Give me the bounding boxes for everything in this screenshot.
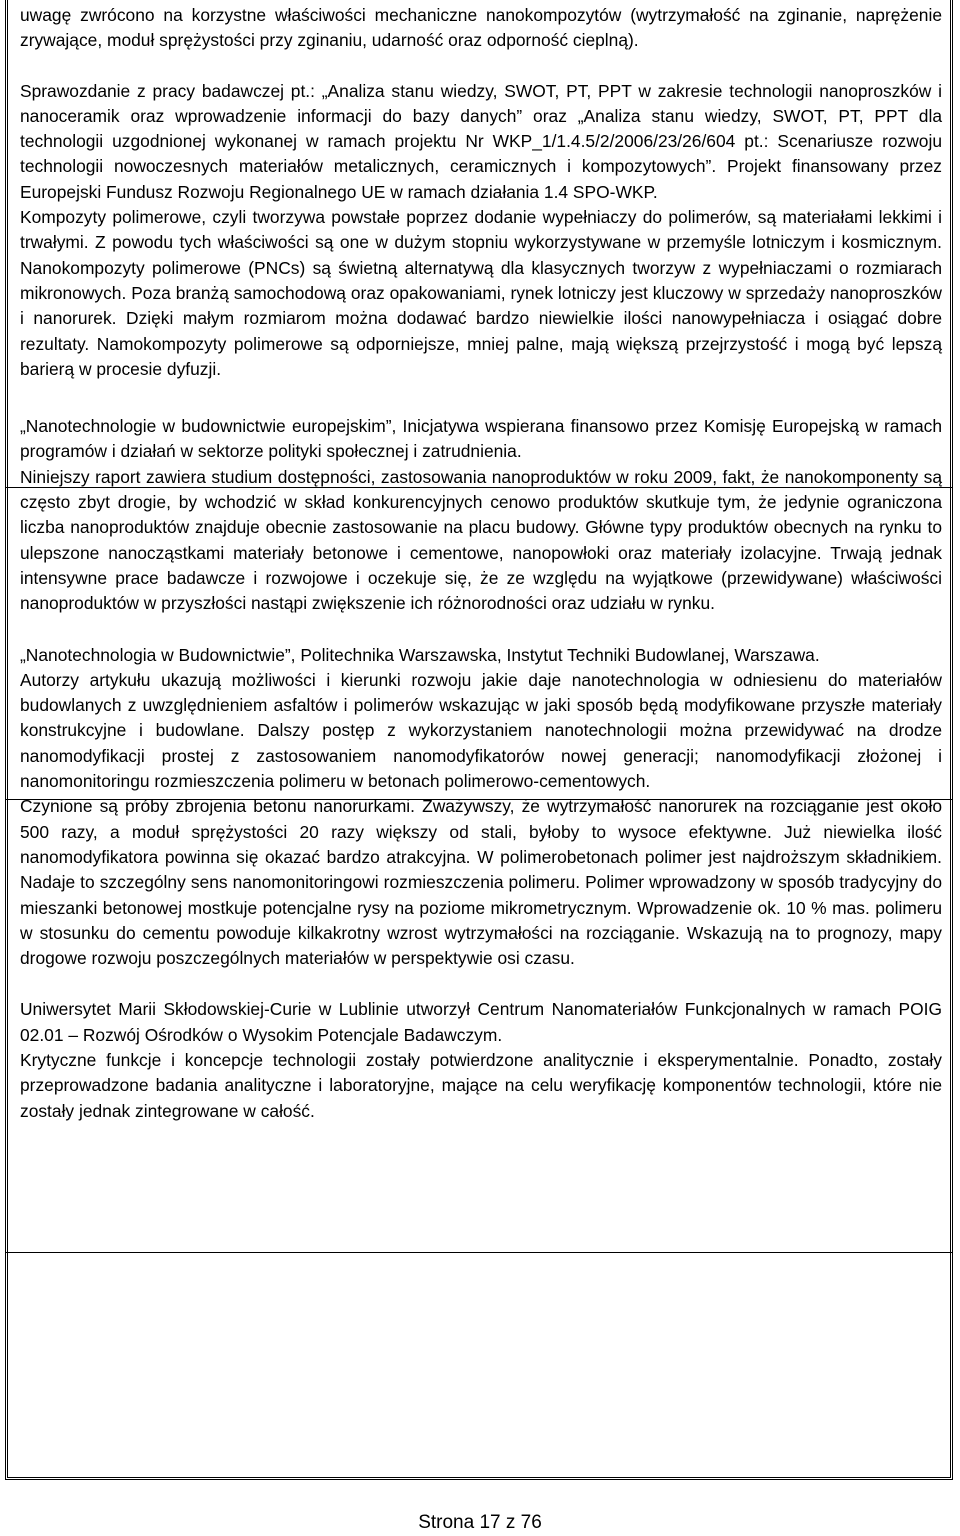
section-nanokompozyty [20, 3, 942, 382]
paragraph: Uniwersytet Marii Skłodowskiej-Curie w Lublinie utworzył Centrum Nanomateriałów Funkcjonalnych w ramach POIG 02.01 – Rozwój Ośrodków o Wysokim Potencjale Badawczym. [20, 999, 942, 1045]
paragraph: Autorzy artykułu ukazują możliwości i kierunki rozwoju jakie daje nanotechnologia w odniesienu do materiałów budowlanych z uwzględnieniem asfaltów i polimerów wskazując w jaki sposób będą modyfikowane przyszłe materiały konstrukcyjne i budowlane. Dalszy postęp z wykorzystaniem nanotechnologii można przewidywać na drodze nanomodyfikacji prostej z zastosowaniem nanomodyfikatorów nowej generacji; nanomodyfikacji złożonej i nanomonitoringu rozmieszczenia polimeru w betonach polimerowo-cementowych. [20, 669, 942, 792]
paragraph: uwagę zwrócono na korzystne właściwości mechaniczne nanokompozytów (wytrzymałość na zginanie, naprężenie zrywające, moduł sprężystości przy zginaniu, udarność oraz odporność cieplną). [20, 5, 942, 51]
section-divider [5, 1252, 953, 1253]
document-body [20, 3, 942, 1150]
section-umcs-lublin [20, 997, 942, 1123]
section-budownictwo-europejskie [20, 414, 942, 616]
paragraph: Kompozyty polimerowe, czyli tworzywa powstałe poprzez dodanie wypełniaczy do polimerów, są materiałami lekkimi i trwałymi. Z powodu tych właściwości są one w dużym stopniu wykorzystywane w przemyśle lotniczym i kosmicznym. Nanokompozyty polimerowe (PNCs) są świetną alternatywą dla klasycznych tworzyw z wypełniaczami o rozmiarach mikronowych. Poza branżą samochodową oraz opakowaniami, rynek lotniczy jest kluczowy w sprzedaży nanoproszków i nanorurek. Dzięki małym rozmiarom można dodawać bardzo niewielkie ilości nanowypełniacza i osiągać dobre rezultaty. Namokompozyty polimerowe są odporniejsze, mniej palne, mają większą przejrzystość i mogą być lepszą barierą w procesie dyfuzji. [20, 207, 942, 379]
page-number: Strona 17 z 76 [418, 1512, 542, 1533]
paragraph: „Nanotechnologie w budownictwie europejskim”, Inicjatywa wspierana finansowo przez Komisję Europejską w ramach programów i działań w sektorze polityki społecznej i zatrudnienia. [20, 416, 942, 462]
paragraph: Krytyczne funkcje i koncepcje technologii zostały potwierdzone analitycznie i eksperymentalnie. Ponadto, zostały przeprowadzone badania analityczne i laboratoryjne, mające na celu weryfikację komponentów technologii, które nie zostały jednak zintegrowane w całość. [20, 1049, 942, 1121]
paragraph: Niniejszy raport zawiera studium dostępności, zastosowania nanoproduktów w roku 2009, fakt, że nanokomponenty są często zbyt drogie, by wchodzić w skład konkurencyjnych cenowo produktów skutkuje tym, że jedynie ograniczona liczba nanoproduktów znajduje obecnie zastosowanie na placu budowy. Główne typy produktów obecnych na rynku to ulepszone nanocząstkami materiały betonowe i cementowe, nanopowłoki oraz materiały izolacyjne. Trwają jednak intensywne prace badawcze i rozwojowe i oczekuje się, że ze względu na wyjątkowe (przewidywane) właściwości nanoproduktów w przyszłości nastąpi zwiększenie ich różnorodności oraz udziału w rynku. [20, 466, 942, 614]
section-politechnika-warszawska [20, 643, 942, 972]
paragraph: Sprawozdanie z pracy badawczej pt.: „Analiza stanu wiedzy, SWOT, PT, PPT w zakresie technologii nanoproszków i nanoceramik oraz wprowadzenie informacji do bazy danych” oraz „Analiza stanu wiedzy, SWOT, PT, PPT dla technologii uzgodnionej wykonanej w ramach projektu Nr WKP_1/1.4.5/2/2006/23/26/604 pt.: Scenariusze rozwoju technologii nowoczesnych materiałów metalicznych, ceramicznych i kompozytowych”. Projekt finansowany przez Europejski Fundusz Rozwoju Regionalnego UE w ramach działania 1.4 SPO-WKP. [20, 80, 942, 202]
paragraph: Czynione są próby zbrojenia betonu nanorurkami. Zważywszy, że wytrzymałość nanorurek na rozciąganie jest około 500 razy, a moduł sprężystości 20 razy większy od stali, byłoby to wysoce efektywne. Już niewielka ilość nanomodyfikatora powinna się okazać bardzo atrakcyjna. W polimerobetonach polimer jest najdroższym składnikiem. Nadaje to szczególny sens nanomonitoringowi rozmieszczenia polimeru. Polimer wprowadzony w sposób tradycyjny do mieszanki betonowej mostkuje potencjalne rysy na poziome mikrometrycznym. Wprowadzenie ok. 10 % mas. polimeru w stosunku do cementu powoduje kilkakrotny wzrost wytrzymałości na rozciąganie. Wskazują na to prognozy, mapy drogowe rozwoju poszczególnych materiałów w perspektywie osi czasu. [20, 796, 942, 969]
paragraph: „Nanotechnologia w Budownictwie”, Politechnika Warszawska, Instytut Techniki Budowlanej, Warszawa. [20, 644, 820, 665]
paragraph-spacer [20, 54, 942, 79]
